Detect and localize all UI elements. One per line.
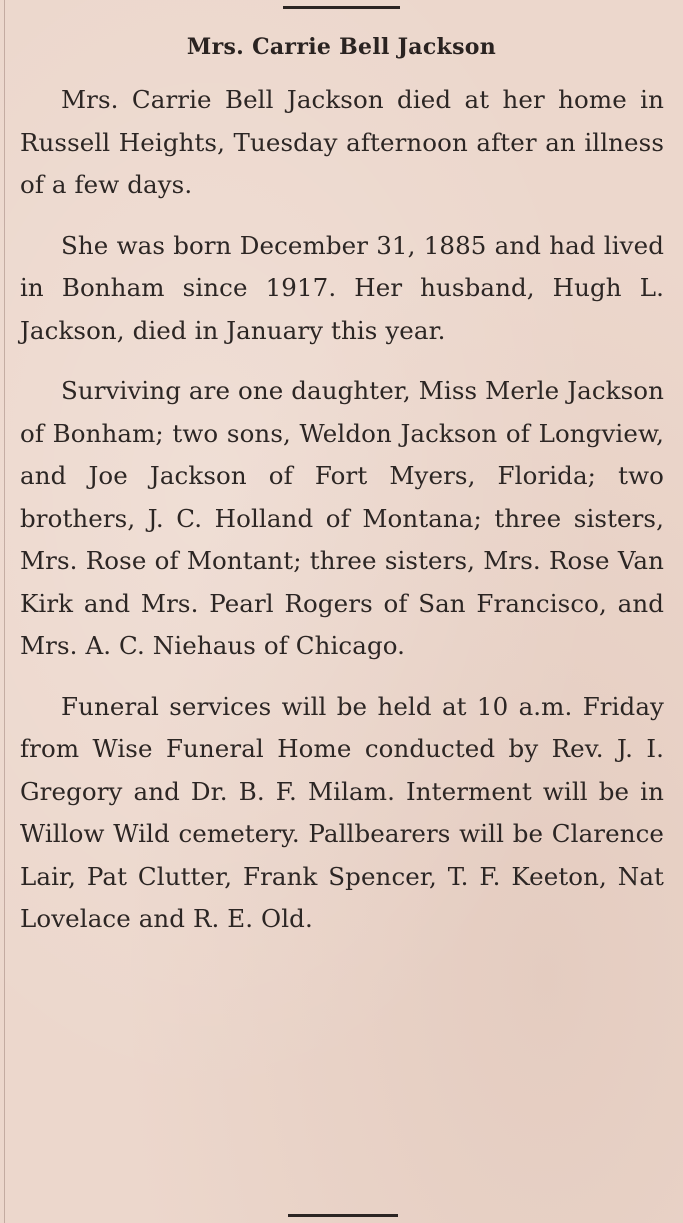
paragraph-funeral-services: Funeral services will be held at 10 a.m. Friday from Wise Funeral Home conducted by Rev. J. I. Gregory and Dr. B. F. Milam. Interment will be in Willow Wild cemetery. Pallbearers will be Clarence Lair, Pat Clutter, Frank Spencer, T. F. Keeton, Nat Lovelace and R. E. Old. — [20, 691, 664, 933]
article-headline: Mrs. Carrie Bell Jackson — [186, 34, 497, 60]
paragraph-death-notice: Mrs. Carrie Bell Jackson died at her home in Russell Heights, Tuesday afternoon after an illness of a few days. — [20, 85, 664, 199]
article-body — [20, 79, 664, 959]
clipping-edge — [4, 0, 5, 1223]
bottom-rule — [288, 1214, 398, 1217]
paragraph-biography: She was born December 31, 1885 and had lived in Bonham since 1917. Her husband, Hugh L. Jackson, died in January this year. — [20, 230, 664, 345]
paragraph-survivors: Surviving are one daughter, Miss Merle Jackson of Bonham; two sons, Weldon Jackson of Longview, and Joe Jackson of Fort Myers, Florida; two brothers, J. C. Holland of Montana; three sisters, Mrs. Rose of Montant; three sisters, Mrs. Rose Van Kirk and Mrs. Pearl Rogers of San Francisco, and Mrs. A. C. Niehaus of Chicago. — [20, 376, 664, 660]
top-rule — [283, 6, 400, 9]
